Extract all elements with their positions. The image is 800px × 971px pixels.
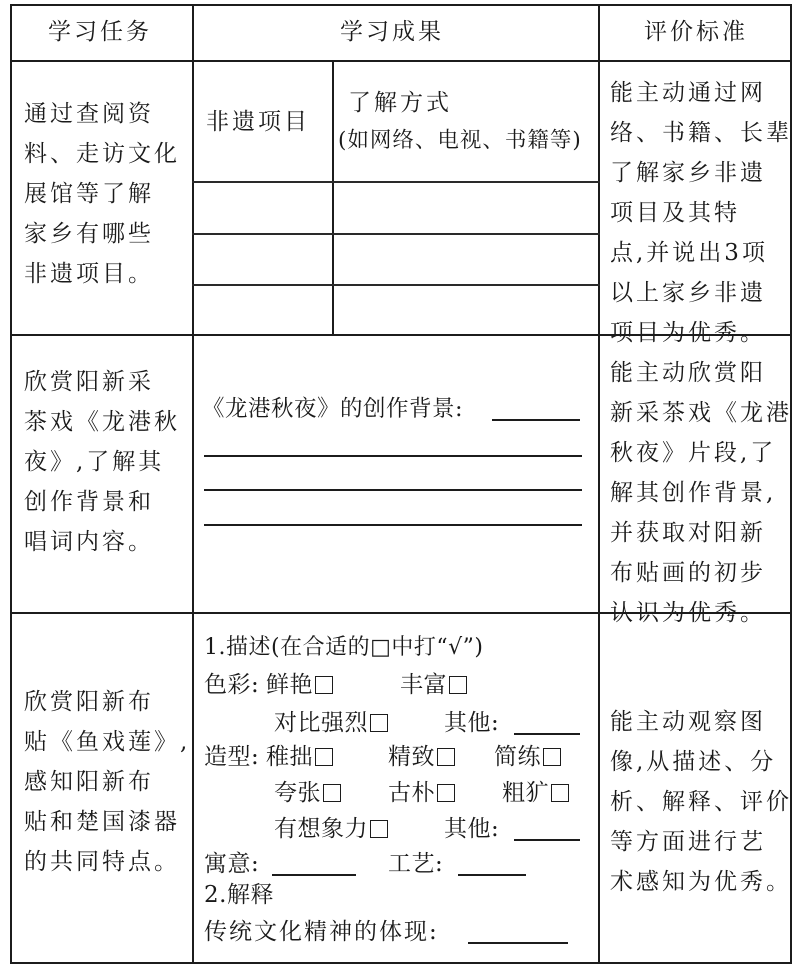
checkbox[interactable] (449, 676, 467, 694)
row3-criteria-line: 等方面进行艺 (610, 829, 766, 855)
row1-task-line: 家乡有哪些 (24, 221, 154, 247)
table-border-left (10, 4, 12, 964)
checkbox[interactable] (437, 748, 455, 766)
color-option-rich-label: 丰富 (400, 672, 447, 698)
table-border-top (10, 4, 792, 6)
row3-criteria-line: 析、解释、评价 (610, 789, 792, 815)
header-divider (10, 60, 792, 62)
shape-option-bold-label: 粗犷 (502, 780, 549, 806)
shape-option-delicate-label: 精致 (388, 744, 435, 770)
row2-criteria-line: 布贴画的初步 (610, 560, 766, 586)
row1-criteria (610, 73, 792, 353)
color-label: 色彩: (204, 672, 260, 698)
row3-criteria-line: 能主动观察图 (610, 709, 766, 735)
column-divider-2 (598, 4, 600, 964)
heritage-item-label: 非遗项目 (206, 109, 310, 135)
row3-task-line: 的共同特点。 (24, 849, 180, 875)
row2-task-line: 夜》,了解其 (24, 449, 165, 475)
row3-task-line: 贴和楚国漆器 (24, 809, 180, 835)
row2-task-line: 欣赏阳新采 (24, 369, 154, 395)
shape-label: 造型: (204, 744, 260, 770)
shape-other-blank[interactable] (514, 839, 580, 841)
checkbox[interactable] (315, 676, 333, 694)
row2-task-line: 茶戏《龙港秋 (24, 409, 180, 435)
shape-option-concise[interactable] (494, 746, 561, 769)
row1-criteria-line: 项目为优秀。 (610, 320, 766, 346)
shape-option-bold[interactable] (502, 782, 569, 805)
color-option-contrast-label: 对比强烈 (274, 710, 368, 736)
describe-heading: 1.描述(在合适的□中打“√”) (204, 635, 484, 660)
shape-option-exaggerated-label: 夸张 (274, 780, 321, 806)
color-option-vivid-label: 鲜艳 (266, 672, 313, 698)
background-prompt: 《龙港秋夜》的创作背景: (202, 396, 464, 422)
checkbox[interactable] (315, 748, 333, 766)
row3-task-line: 欣赏阳新布 (24, 689, 154, 715)
shape-option-archaic-label: 古朴 (388, 780, 435, 806)
checkbox[interactable] (370, 820, 388, 838)
row1-criteria-line: 项目及其特 (610, 200, 740, 226)
shape-option-archaic[interactable] (388, 782, 455, 805)
shape-option-imaginative[interactable] (274, 818, 388, 841)
row1-criteria-line: 以上家乡非遗 (610, 280, 766, 306)
row2-criteria-line: 并获取对阳新 (610, 520, 766, 546)
row1-criteria-line: 络、书籍、长辈 (610, 120, 792, 146)
row2-task-line: 创作背景和 (24, 489, 154, 515)
checkbox[interactable] (370, 714, 388, 732)
shape-other-label: 其他: (444, 816, 500, 842)
inner-row-divider-3 (192, 284, 600, 286)
color-option-contrast[interactable] (274, 712, 388, 735)
color-option-vivid[interactable] (266, 674, 333, 697)
shape-option-naive-label: 稚拙 (266, 744, 313, 770)
row1-task-line: 料、走访文化 (24, 141, 180, 167)
row1-criteria-line: 能主动通过网 (610, 80, 766, 106)
checkbox[interactable] (543, 748, 561, 766)
color-option-rich[interactable] (400, 674, 467, 697)
checkbox[interactable] (323, 784, 341, 802)
row1-criteria-line: 点,并说出3项 (610, 240, 768, 266)
shape-option-imaginative-label: 有想象力 (274, 816, 368, 842)
row1-task-line: 通过查阅资 (24, 101, 154, 127)
row3-criteria (610, 702, 792, 902)
explain-heading: 2.解释 (204, 882, 274, 908)
table-border-bottom (10, 962, 792, 964)
craft-blank[interactable] (458, 874, 526, 876)
column-divider-1 (192, 4, 194, 964)
row3-task-line: 贴《鱼戏莲》, (24, 729, 191, 755)
method-title: 了解方式 (348, 90, 452, 116)
shape-option-exaggerated[interactable] (274, 782, 341, 805)
color-other-blank[interactable] (514, 733, 580, 735)
background-answer-line[interactable] (204, 524, 582, 526)
row1-task (24, 94, 180, 294)
row2-criteria-line: 秋夜》片段,了 (610, 440, 777, 466)
meaning-blank[interactable] (272, 874, 356, 876)
craft-label: 工艺: (388, 851, 444, 877)
inner-row-divider-1 (192, 181, 600, 183)
background-answer-line[interactable] (204, 455, 582, 457)
header-criteria: 评价标准 (644, 19, 748, 45)
row2-criteria-line: 能主动欣赏阳 (610, 360, 766, 386)
row3-criteria-line: 术感知为优秀。 (610, 869, 792, 895)
inner-column-divider (332, 60, 334, 336)
color-other-label: 其他: (444, 710, 500, 736)
shape-option-delicate[interactable] (388, 746, 455, 769)
header-result: 学习成果 (340, 19, 444, 45)
meaning-label: 寓意: (204, 851, 260, 877)
row2-criteria-line: 认识为优秀。 (610, 600, 766, 626)
background-answer-blank[interactable] (492, 419, 580, 421)
inner-row-divider-2 (192, 233, 600, 235)
row1-task-line: 展馆等了解 (24, 181, 154, 207)
row2-task (24, 362, 180, 562)
header-task: 学习任务 (48, 19, 152, 45)
checkbox[interactable] (437, 784, 455, 802)
row1-criteria-line: 了解家乡非遗 (610, 160, 766, 186)
row3-task-line: 感知阳新布 (24, 769, 154, 795)
row2-criteria (610, 353, 792, 633)
shape-option-concise-label: 简练 (494, 744, 541, 770)
row3-criteria-line: 像,从描述、分 (610, 749, 777, 775)
row2-criteria-line: 解其创作背景, (610, 480, 777, 506)
row2-task-line: 唱词内容。 (24, 529, 154, 555)
background-answer-line[interactable] (204, 489, 582, 491)
checkbox[interactable] (551, 784, 569, 802)
shape-option-naive[interactable] (266, 746, 333, 769)
row3-task (24, 682, 190, 882)
row1-task-line: 非遗项目。 (24, 261, 154, 287)
method-note: (如网络、电视、书籍等) (338, 128, 582, 153)
spirit-label: 传统文化精神的体现: (204, 919, 439, 945)
spirit-blank[interactable] (468, 942, 568, 944)
row2-criteria-line: 新采茶戏《龙港 (610, 400, 792, 426)
